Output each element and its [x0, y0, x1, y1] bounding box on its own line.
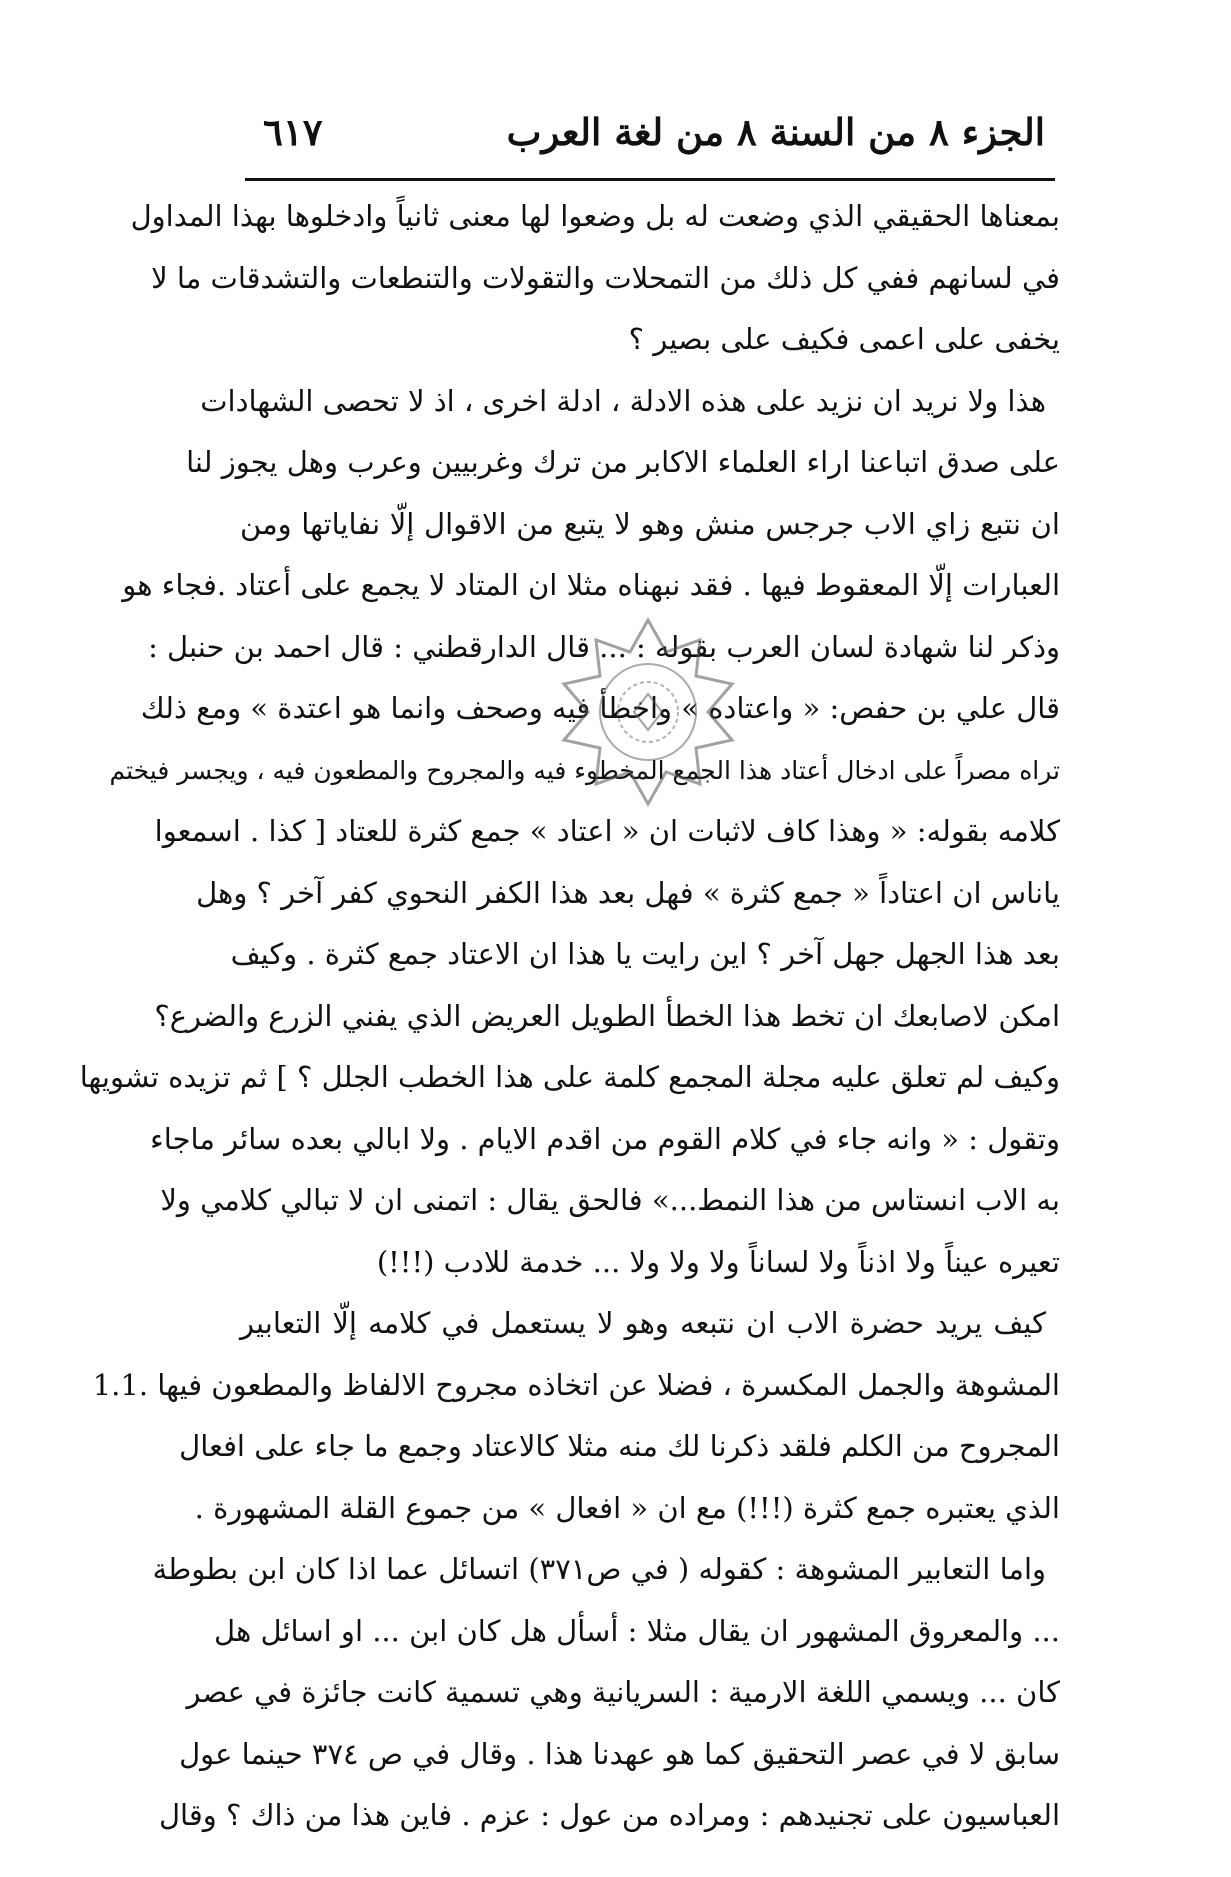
text-line: العبارات إلّا المعقوط فيها . فقد نبهناه مثلا ان المتاد لا يجمع على أعتاد .فجاء هو — [122, 568, 1060, 602]
text-line: سابق لا في عصر التحقيق كما هو عهدنا هذا . وقال في ص ٣٧٤ حينما عول — [179, 1736, 1060, 1771]
body-text — [79, 186, 1060, 1847]
text-line: قال علي بن حفص: « واعتاده » واخطأ فيه وصحف وانما هو اعتدة » ومع ذلك — [140, 691, 1060, 725]
text-line: ان نتبع زاي الاب جرجس منش وهو لا يتبع من الاقوال إلّا نفاياتها ومن — [240, 506, 1060, 541]
page-number: ٦١٧ — [263, 110, 323, 154]
text-line: به الاب انستاس من هذا النمط...» فالحق يقال : اتمنى ان لا تبالي كلامي ولا — [160, 1183, 1060, 1217]
text-line: وتقول : « وانه جاء في كلام القوم من اقدم الايام . ولا ابالي بعده سائر ماجاء — [150, 1121, 1060, 1156]
text-line: تراه مصراً على ادخال أعتاد هذا الجمع المخطوء فيه والمجروح والمطعون فيه ، ويجسر فيختم — [109, 755, 1060, 785]
text-line: امكن لاصابعك ان تخط هذا الخطأ الطويل العريض الذي يفني الزرع والضرع؟ — [154, 998, 1060, 1033]
library-stamp-watermark — [548, 612, 748, 812]
text-line: يخفى على اعمى فكيف على بصير ؟ — [628, 322, 1060, 356]
text-line: كلامه بقوله: « وهذا كاف لاثبات ان « اعتاد » جمع كثرة للعتاد [ كذا . اسمعوا — [154, 814, 1060, 848]
text-line: العباسيون على تجنيدهم : ومراده من عول : عزم . فاين هذا من ذاك ؟ وقال — [158, 1798, 1060, 1832]
text-line: هذا ولا نريد ان نزيد على هذه الادلة ، ادلة اخرى ، اذ لا تحصى الشهادات — [200, 383, 1046, 418]
text-line: تعيره عيناً ولا اذناً ولا لساناً ولا ولا ولا ... خدمة للادب (!!!) — [376, 1244, 1060, 1279]
text-line: بعد هذا الجهل جهل آخر ؟ اين رايت يا هذا ان الاعتاد جمع كثرة . وكيف — [230, 937, 1060, 971]
text-line: المجروح من الكلم فلقد ذكرنا لك منه مثلا كالاعتاد وجمع ما جاء على افعال — [179, 1429, 1060, 1463]
text-line: في لسانهم ففي كل ذلك من التمحلات والتقولات والتنطعات والتشدقات ما لا — [151, 260, 1060, 295]
text-line: وذكر لنا شهادة لسان العرب بقوله : ... قال الدارقطني : قال احمد بن حنبل : — [148, 629, 1060, 664]
text-line: بمعناها الحقيقي الذي وضعت له بل وضعوا لها معنى ثانياً وادخلوها بهذا المداول — [130, 199, 1060, 233]
running-head — [245, 100, 1045, 170]
text-line: الذي يعتبره جمع كثرة (!!!) مع ان « افعال » من جموع القلة المشهورة . — [194, 1490, 1060, 1525]
text-line: المشوهة والجمل المكسرة ، فضلا عن اتخاذه مجروح الالفاظ والمطعون فيها .1.1 — [92, 1367, 1060, 1402]
running-head-title: الجزء ٨ من السنة ٨ من لغة العرب — [506, 110, 1045, 154]
text-line: ياناس ان اعتاداً « جمع كثرة » فهل بعد هذا الكفر النحوي كفر آخر ؟ وهل — [196, 875, 1060, 910]
text-line: كان ... ويسمي اللغة الارمية : السريانية وهي تسمية كانت جائزة في عصر — [186, 1675, 1060, 1709]
text-line: واما التعابير المشوهة : كقوله ( في ص٣٧١) اتسائل عما اذا كان ابن بطوطة — [152, 1552, 1046, 1586]
text-line: ... والمعروق المشهور ان يقال مثلا : أسأل هل كان ابن ... او اسائل هل — [214, 1613, 1060, 1648]
text-line: وكيف لم تعلق عليه مجلة المجمع كلمة على هذا الخطب الجلل ؟ ] ثم تزيده تشويها — [79, 1060, 1060, 1094]
text-line: على صدق اتباعنا اراء العلماء الاكابر من ترك وغربيين وعرب وهل يجوز لنا — [186, 445, 1060, 479]
header-rule — [245, 178, 1055, 181]
text-line: كيف يريد حضرة الاب ان نتبعه وهو لا يستعمل في كلامه إلّا التعابير — [240, 1306, 1046, 1340]
